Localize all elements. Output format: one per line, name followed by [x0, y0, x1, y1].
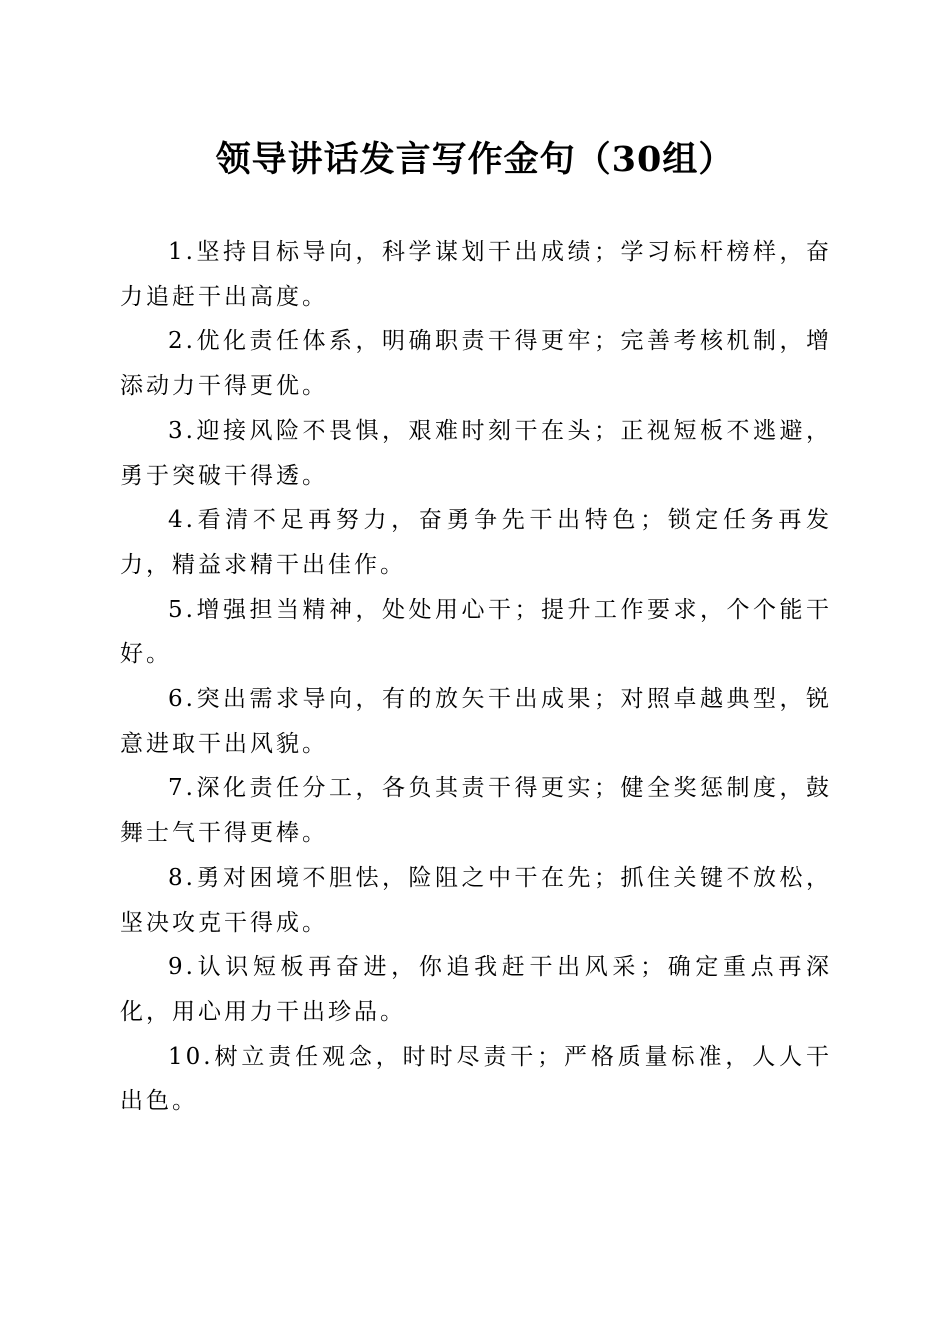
list-item: 7.深化责任分工，各负其责干得更实；健全奖惩制度，鼓舞士气干得更棒。: [120, 775, 832, 847]
list-item: 2.优化责任体系，明确职责干得更牢；完善考核机制，增添动力干得更优。: [120, 328, 832, 400]
document-body: [120, 230, 832, 1124]
list-item: 8.勇对困境不胆怯，险阻之中干在先；抓住关键不放松，坚决攻克干得成。: [120, 864, 832, 936]
list-item: 9.认识短板再奋进，你追我赶干出风采；确定重点再深化，用心用力干出珍品。: [120, 954, 832, 1025]
list-item: 3.迎接风险不畏惧，艰难时刻干在头；正视短板不逃避，勇于突破干得透。: [120, 417, 832, 489]
list-item: 4.看清不足再努力，奋勇争先干出特色；锁定任务再发力，精益求精干出佳作。: [120, 507, 832, 578]
list-item: 6.突出需求导向，有的放矢干出成果；对照卓越典型，锐意进取干出风貌。: [120, 686, 832, 757]
document-title: 领导讲话发言写作金句（30组）: [215, 139, 735, 180]
list-item: 1.坚持目标导向，科学谋划干出成绩；学习标杆榜样，奋力追赶干出高度。: [120, 239, 832, 310]
list-item: 5.增强担当精神，处处用心干；提升工作要求，个个能干好。: [120, 596, 832, 668]
list-item: 10.树立责任观念，时时尽责干；严格质量标准，人人干出色。: [120, 1043, 832, 1115]
